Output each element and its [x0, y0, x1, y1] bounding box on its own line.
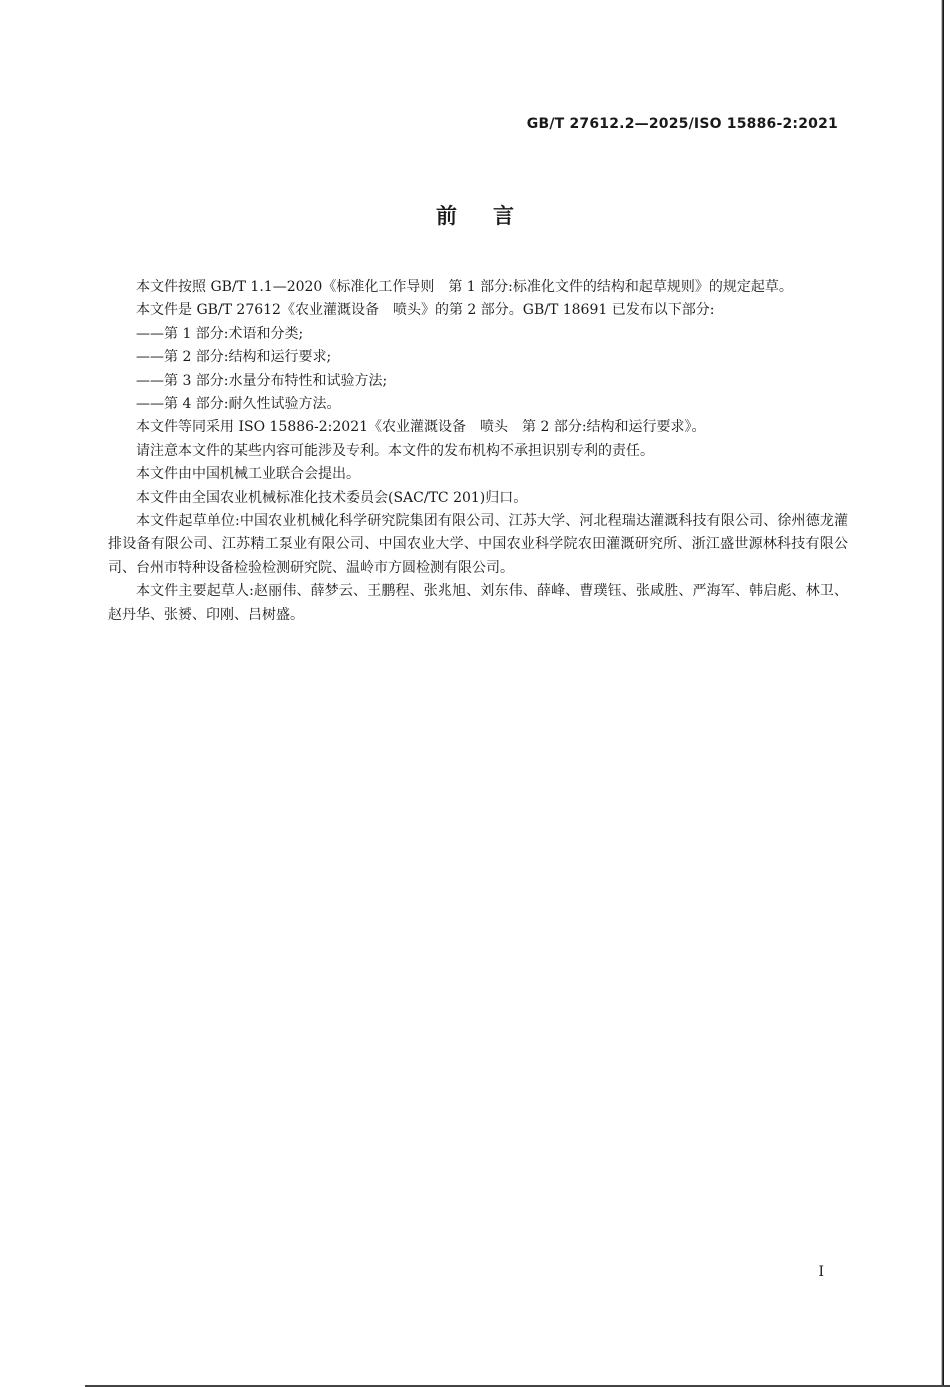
paragraph-series-part: 本文件是 GB/T 27612《农业灌溉设备 喷头》的第 2 部分。GB/T 18691 已发布以下部分:	[136, 302, 715, 319]
page-number: I	[818, 1264, 824, 1280]
standard-number: GB/T 27612.2—2025/ISO 15886-2:2021	[526, 116, 838, 132]
paragraph-drafting-rules: 本文件按照 GB/T 1.1—2020《标准化工作导则 第 1 部分:标准化文件的结构和起草规则》的规定起草。	[136, 279, 793, 295]
document-body	[108, 276, 848, 627]
list-item-part-2: ——第 2 部分:结构和运行要求;	[136, 349, 332, 366]
list-item-part-4: ——第 4 部分:耐久性试验方法。	[136, 396, 341, 413]
paragraph-patent-notice: 请注意本文件的某些内容可能涉及专利。本文件的发布机构不承担识别专利的责任。	[136, 442, 654, 459]
page-title: 前言	[436, 204, 550, 228]
list-item-part-1: ——第 1 部分:术语和分类;	[136, 325, 304, 342]
paragraph-iso-adoption: 本文件等同采用 ISO 15886-2:2021《农业灌溉设备 喷头 第 2 部分:结构和运行要求》。	[136, 419, 706, 436]
paragraph-proposed-by: 本文件由中国机械工业联合会提出。	[136, 466, 360, 483]
paragraph-drafting-units: 本文件起草单位:中国农业机械化科学研究院集团有限公司、江苏大学、河北程瑞达灌溉科技有限公司、徐州德龙灌排设备有限公司、江苏精工泵业有限公司、中国农业大学、中国农业科学院农田灌溉研究所、浙江盛世源林科技有限公司、台州市特种设备检验检测研究院、温岭市方圆检测有限公司。	[108, 513, 848, 576]
list-item-part-3: ——第 3 部分:水量分布特性和试验方法;	[136, 372, 388, 389]
paragraph-technical-committee: 本文件由全国农业机械标准化技术委员会(SAC/TC 201)归口。	[136, 489, 528, 506]
paragraph-drafters: 本文件主要起草人:赵丽伟、薛梦云、王鹏程、张兆旭、刘东伟、薛峰、曹璞钰、张咸胜、严海军、韩启彪、林卫、赵丹华、张赟、印刚、吕树盛。	[108, 583, 848, 623]
